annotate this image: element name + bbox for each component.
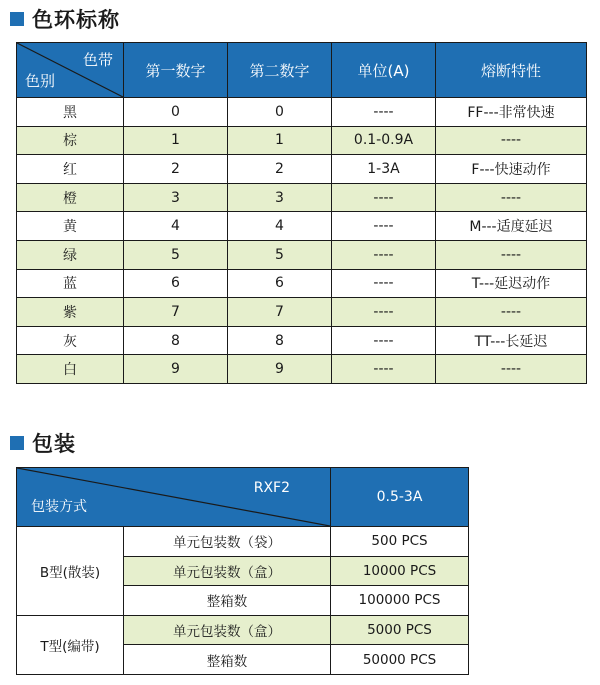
section-title-color-code (10, 4, 120, 34)
corner-top-label: RXF2 (253, 480, 290, 496)
second-digit-cell: 5 (228, 240, 332, 269)
section-bullet-icon (10, 436, 24, 450)
header-current-range: 0.5-3A (331, 468, 469, 527)
unit-cell: ---- (332, 326, 436, 355)
package-quantity-cell: 10000 PCS (331, 556, 469, 586)
table-row (17, 155, 587, 184)
color-name-cell: 红 (17, 155, 124, 184)
first-digit-cell: 2 (124, 155, 228, 184)
corner-bottom-label: 色别 (25, 72, 56, 90)
section-title-packaging (10, 428, 76, 458)
second-digit-cell: 9 (228, 355, 332, 384)
table-row (17, 240, 587, 269)
color-name-cell: 灰 (17, 326, 124, 355)
package-quantity-cell: 50000 PCS (331, 645, 469, 675)
color-name-cell: 黑 (17, 98, 124, 127)
fuse-characteristic-cell: ---- (436, 298, 587, 327)
table-row (17, 298, 587, 327)
fuse-characteristic-cell: FF---非常快速 (436, 98, 587, 127)
first-digit-cell: 7 (124, 298, 228, 327)
unit-cell: ---- (332, 212, 436, 241)
first-digit-cell: 4 (124, 212, 228, 241)
table-row (17, 183, 587, 212)
header-unit: 单位(A) (332, 43, 436, 98)
first-digit-cell: 9 (124, 355, 228, 384)
packaging-type-cell: B型(散装) (17, 527, 124, 616)
color-code-table (16, 42, 587, 384)
unit-cell: ---- (332, 240, 436, 269)
package-quantity-cell: 500 PCS (331, 527, 469, 557)
color-name-cell: 紫 (17, 298, 124, 327)
table-row (17, 269, 587, 298)
package-quantity-cell: 100000 PCS (331, 586, 469, 616)
color-name-cell: 蓝 (17, 269, 124, 298)
section-title-text: 包装 (32, 432, 76, 456)
fuse-characteristic-cell: ---- (436, 355, 587, 384)
section-title-text: 色环标称 (32, 8, 120, 32)
unit-cell: 0.1-0.9A (332, 126, 436, 155)
color-name-cell: 绿 (17, 240, 124, 269)
package-quantity-cell: 5000 PCS (331, 615, 469, 645)
header-fuse-characteristic: 熔断特性 (436, 43, 587, 98)
unit-cell: ---- (332, 355, 436, 384)
first-digit-cell: 8 (124, 326, 228, 355)
table-row (17, 98, 587, 127)
first-digit-cell: 6 (124, 269, 228, 298)
second-digit-cell: 4 (228, 212, 332, 241)
second-digit-cell: 6 (228, 269, 332, 298)
unit-cell: ---- (332, 298, 436, 327)
unit-cell: 1-3A (332, 155, 436, 184)
first-digit-cell: 3 (124, 183, 228, 212)
fuse-characteristic-cell: F---快速动作 (436, 155, 587, 184)
fuse-characteristic-cell: ---- (436, 126, 587, 155)
corner-top-label: 色带 (82, 51, 113, 69)
header-first-digit: 第一数字 (124, 43, 228, 98)
package-unit-label-cell: 整箱数 (124, 645, 331, 675)
table-row (17, 212, 587, 241)
package-unit-label-cell: 单元包装数（袋） (124, 527, 331, 557)
first-digit-cell: 1 (124, 126, 228, 155)
color-name-cell: 黄 (17, 212, 124, 241)
table-header-row (17, 43, 587, 98)
header-second-digit: 第二数字 (228, 43, 332, 98)
fuse-characteristic-cell: ---- (436, 240, 587, 269)
table-row (17, 355, 587, 384)
table-row (17, 326, 587, 355)
corner-header-cell (17, 468, 331, 527)
fuse-characteristic-cell: TT---长延迟 (436, 326, 587, 355)
table-row (17, 527, 469, 557)
first-digit-cell: 0 (124, 98, 228, 127)
second-digit-cell: 3 (228, 183, 332, 212)
color-name-cell: 橙 (17, 183, 124, 212)
first-digit-cell: 5 (124, 240, 228, 269)
unit-cell: ---- (332, 269, 436, 298)
packaging-type-cell: T型(编带) (17, 615, 124, 674)
table-row (17, 126, 587, 155)
packaging-table (16, 467, 469, 675)
second-digit-cell: 1 (228, 126, 332, 155)
unit-cell: ---- (332, 183, 436, 212)
fuse-characteristic-cell: ---- (436, 183, 587, 212)
package-unit-label-cell: 单元包装数（盒） (124, 556, 331, 586)
color-name-cell: 棕 (17, 126, 124, 155)
corner-header-cell (17, 43, 124, 98)
second-digit-cell: 8 (228, 326, 332, 355)
table-row (17, 615, 469, 645)
section-bullet-icon (10, 12, 24, 26)
fuse-characteristic-cell: M---适度延迟 (436, 212, 587, 241)
second-digit-cell: 7 (228, 298, 332, 327)
corner-bottom-label: 包装方式 (31, 499, 87, 515)
package-unit-label-cell: 整箱数 (124, 586, 331, 616)
second-digit-cell: 0 (228, 98, 332, 127)
color-name-cell: 白 (17, 355, 124, 384)
table-header-row (17, 468, 469, 527)
unit-cell: ---- (332, 98, 436, 127)
second-digit-cell: 2 (228, 155, 332, 184)
package-unit-label-cell: 单元包装数（盒） (124, 615, 331, 645)
fuse-characteristic-cell: T---延迟动作 (436, 269, 587, 298)
